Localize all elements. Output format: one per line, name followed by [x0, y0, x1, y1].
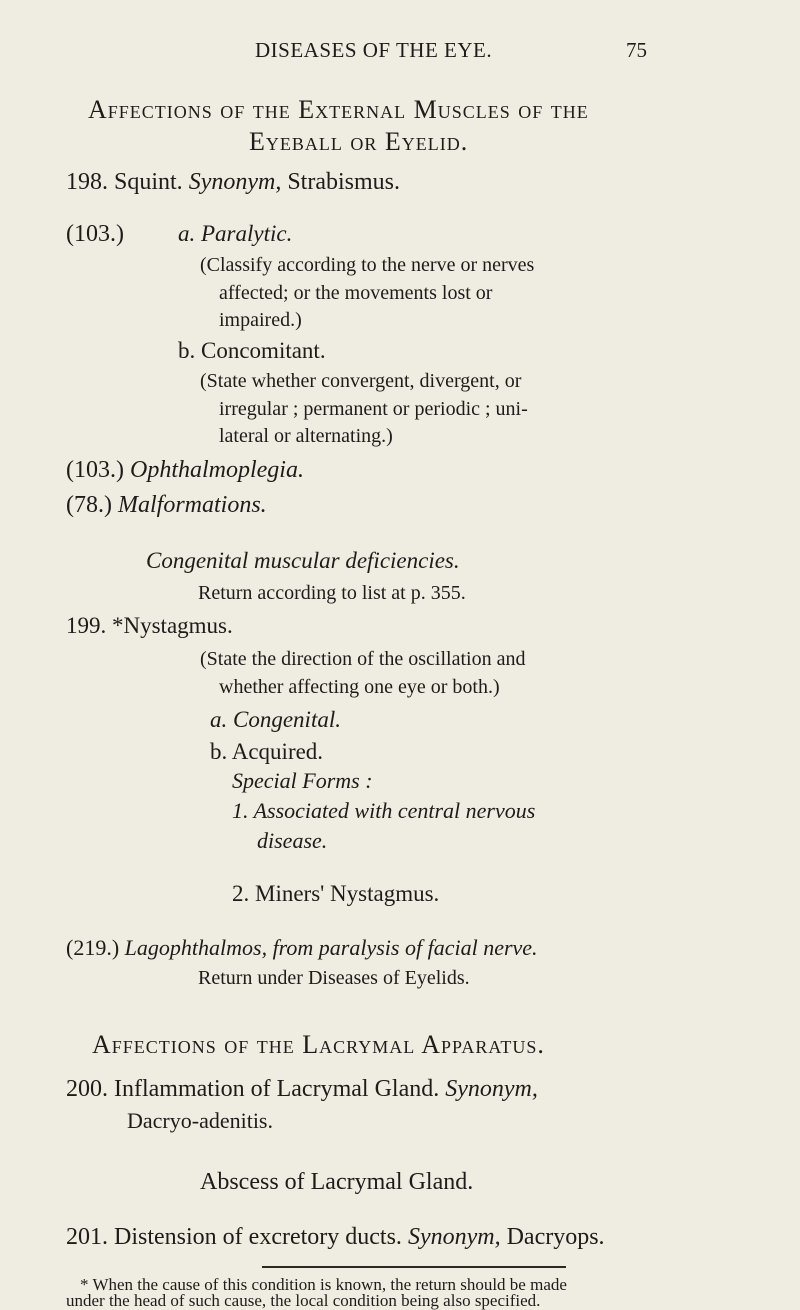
synonym-value: Strabismus. — [287, 169, 401, 195]
entry-198-line — [66, 170, 400, 194]
disease-name: Distension of excretory ducts. — [114, 1224, 402, 1250]
synonym-value: Dacryo-adenitis. — [127, 1108, 273, 1133]
synonym-value: Dacryops. — [506, 1224, 605, 1250]
note-line: lateral or alternating.) — [219, 425, 393, 447]
entry-number: 201. — [66, 1224, 108, 1250]
ref-103: (103.) — [66, 457, 124, 483]
ref-219: (219.) — [66, 935, 120, 960]
entry-number: 198. — [66, 169, 108, 195]
malformations-line — [66, 493, 267, 517]
running-head-title: DISEASES OF THE EYE. — [255, 38, 493, 62]
synonym-label: Synonym, — [407, 1224, 501, 1250]
ophthalmoplegia-line — [66, 458, 304, 482]
ref-78: (78.) — [66, 492, 112, 518]
section-heading-muscles-line1: Affections of the External Muscles of the — [88, 95, 589, 124]
note-line: (Classify according to the nerve or nerves — [200, 254, 535, 276]
disease-name: Squint. — [114, 169, 183, 195]
note-line: impaired.) — [219, 309, 302, 331]
entry-201-line — [66, 1225, 605, 1249]
return-note: Return according to list at p. 355. — [198, 582, 466, 604]
note-line: irregular ; permanent or periodic ; uni- — [219, 398, 528, 420]
ophthalmoplegia: Ophthalmoplegia. — [129, 457, 304, 483]
special-form-1: 1. Associated with central nervous — [232, 798, 536, 823]
return-note: Return under Diseases of Eyelids. — [198, 967, 470, 989]
footnote-line-2: under the head of such cause, the local condition being also specified. — [66, 1291, 541, 1310]
lagophthalmos: Lagophthalmos, from paralysis of facial nerve. — [124, 935, 538, 960]
disease-name: Inflammation of Lacrymal Gland. — [114, 1076, 440, 1102]
synonym-label: Synonym, — [188, 169, 282, 195]
synonym-label: Synonym, — [445, 1076, 538, 1102]
footnote-line-1: * When the cause of this condition is known, the return should be made — [80, 1275, 567, 1294]
entry-200-line — [66, 1077, 538, 1101]
section-heading-muscles-line2: Eyeball or Eyelid. — [249, 127, 469, 156]
entry-number: 199. — [66, 613, 107, 638]
abscess-of-lacrymal-gland: Abscess of Lacrymal Gland. — [200, 1169, 474, 1195]
nystagmus-congenital: a. Congenital. — [210, 707, 341, 732]
subtype-b-concomitant: b. Concomitant. — [178, 338, 326, 363]
page-number: 75 — [626, 38, 647, 62]
note-line: affected; or the movements lost or — [219, 282, 493, 304]
special-forms-heading: Special Forms : — [232, 768, 373, 793]
entry-number: 200. — [66, 1076, 108, 1102]
disease-name: *Nystagmus. — [112, 613, 233, 638]
special-form-2: 2. Miners' Nystagmus. — [232, 881, 440, 906]
ref-103-a: (103.) — [66, 221, 124, 247]
note-line: whether affecting one eye or both.) — [219, 676, 500, 698]
section-heading-lacrymal: Affections of the Lacrymal Apparatus. — [92, 1030, 545, 1059]
nystagmus-acquired: b. Acquired. — [210, 739, 324, 764]
note-line: (State the direction of the oscillation and — [200, 648, 526, 670]
congenital-muscular-deficiencies: Congenital muscular deficiencies. — [146, 548, 460, 573]
subtype-a-paralytic: a. Paralytic. — [178, 221, 293, 246]
entry-219-line — [66, 937, 538, 959]
note-line: (State whether convergent, divergent, or — [200, 370, 522, 392]
malformations: Malformations. — [117, 492, 267, 518]
footnote-rule — [262, 1266, 566, 1268]
special-form-1-cont: disease. — [257, 828, 328, 853]
entry-199-line — [66, 614, 233, 637]
